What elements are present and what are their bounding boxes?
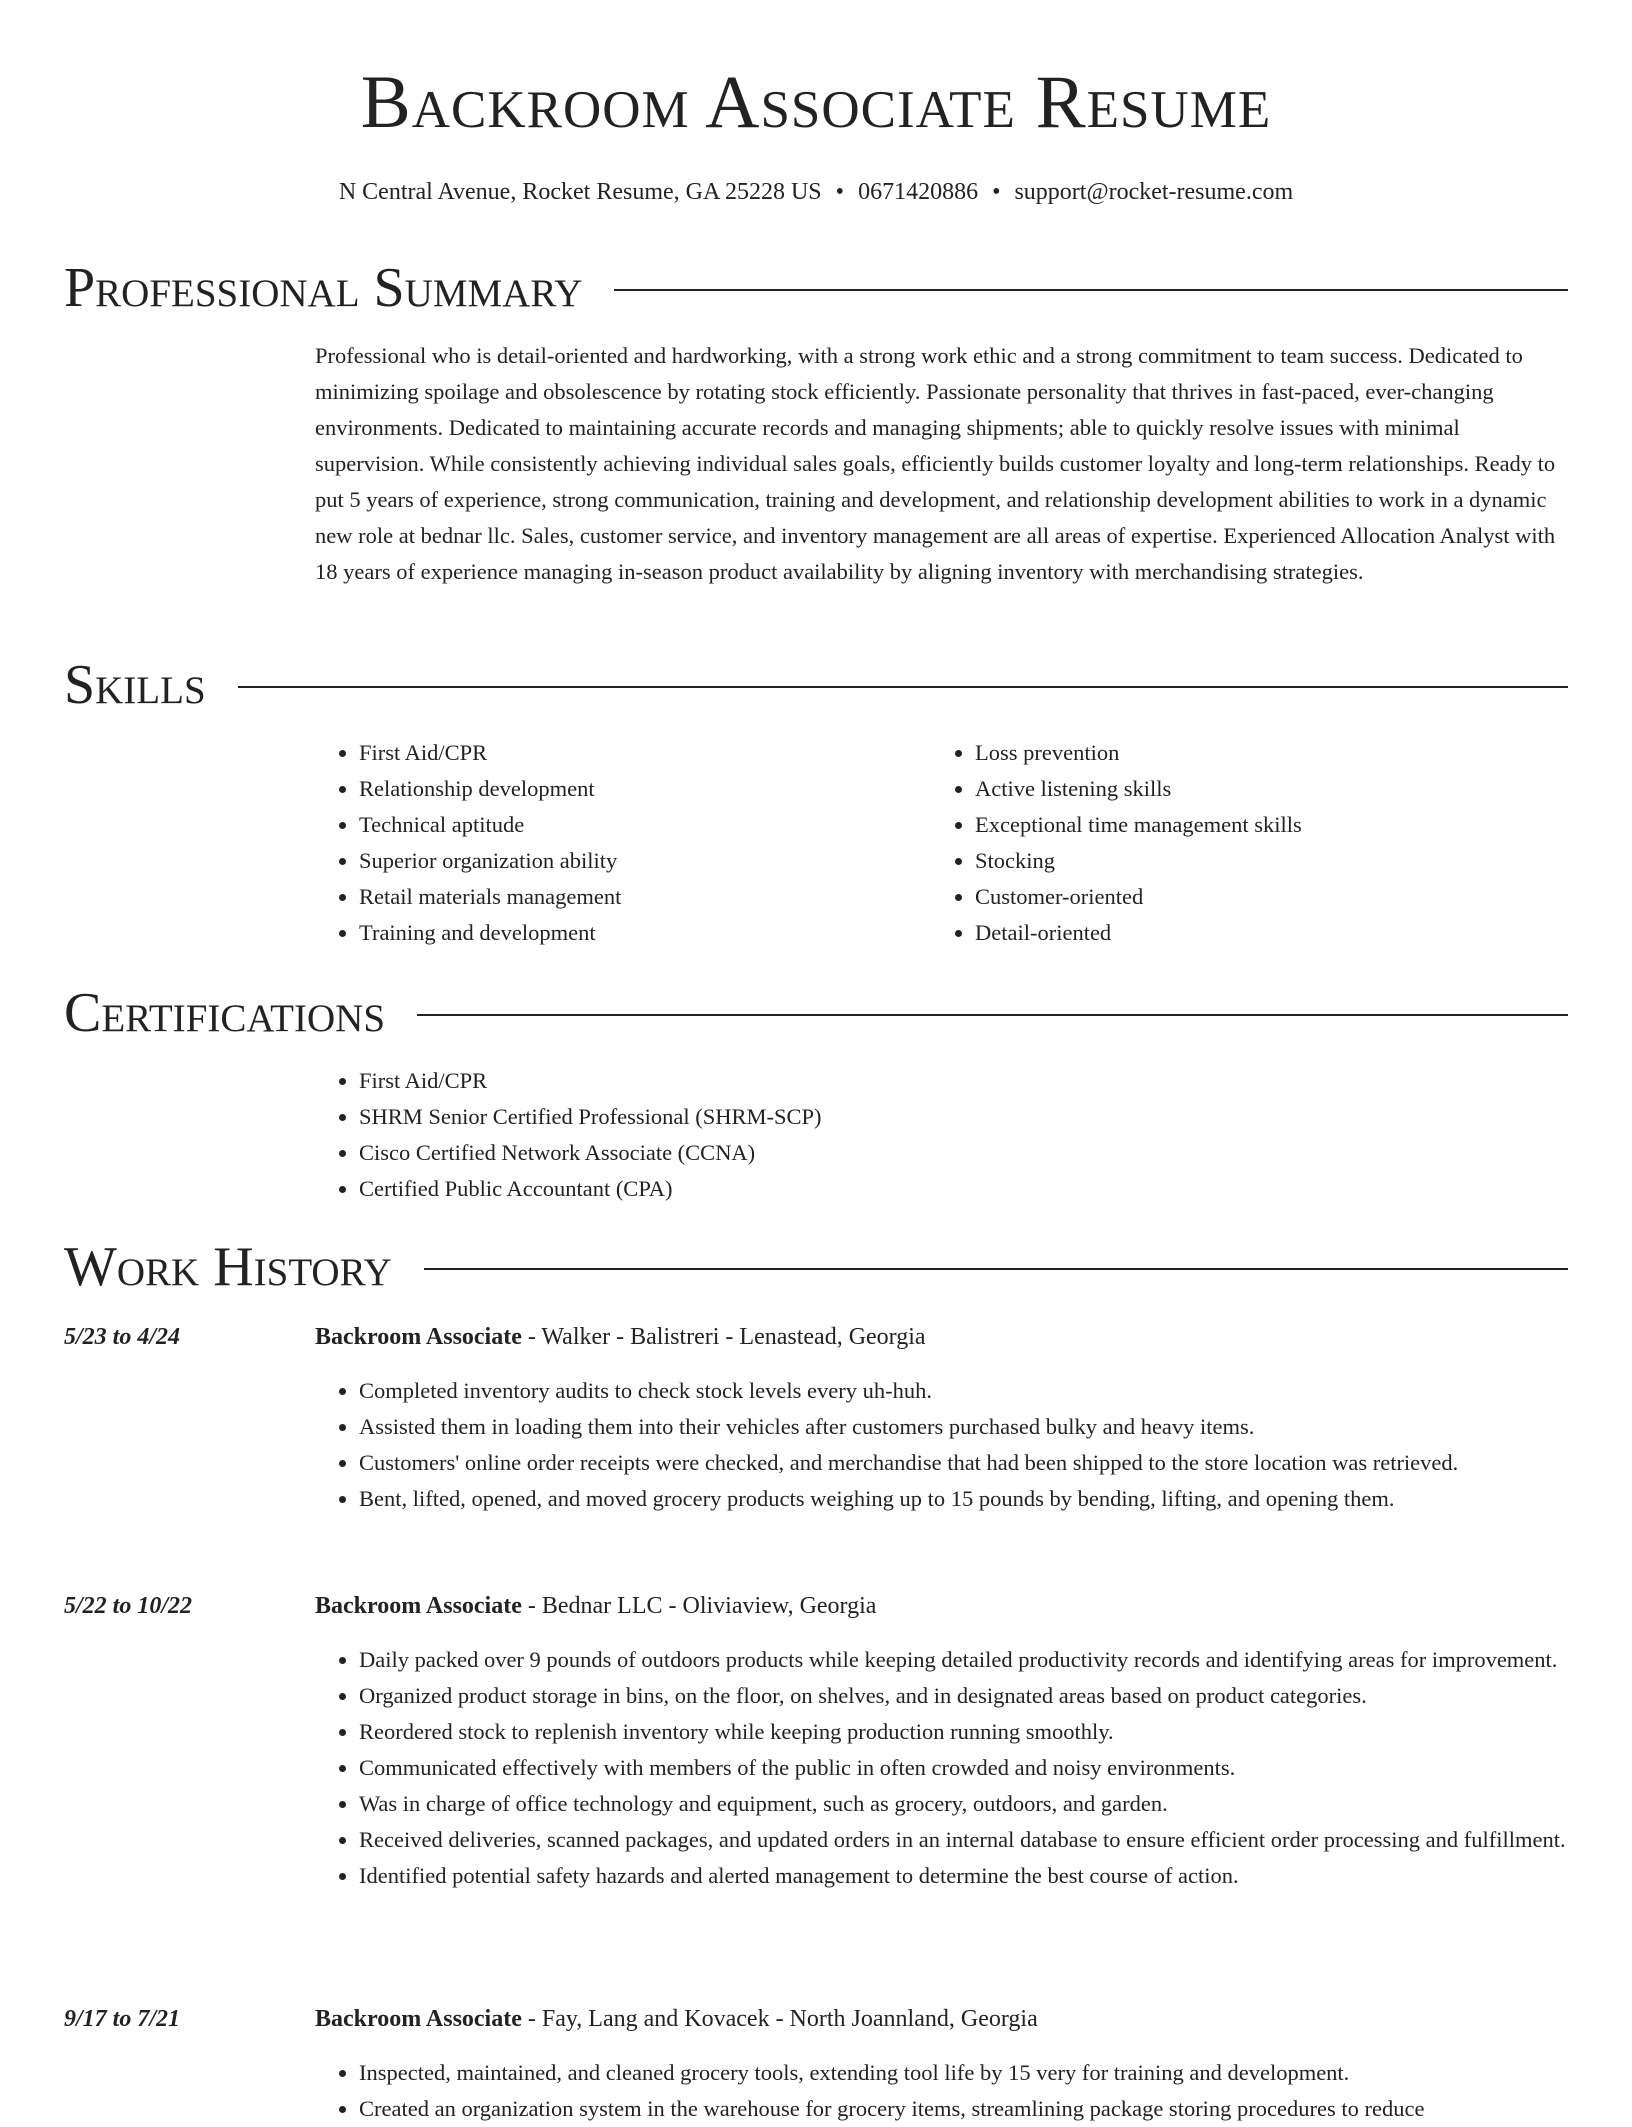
- skill-item: • Detail-oriented: [975, 915, 1571, 951]
- job-role: Backroom Associate: [315, 1593, 522, 1619]
- job-bullet: • Identified potential safety hazards and alerted management to determine the best course of action.: [359, 1858, 1571, 1894]
- skill-item: • Technical aptitude: [359, 807, 915, 843]
- skill-item: • Exceptional time management skills: [975, 807, 1571, 843]
- certifications-list: [315, 1063, 1571, 1207]
- section-title: Work History: [64, 1236, 392, 1298]
- job-header: [315, 1588, 876, 1624]
- page-title: Backroom Associate Resume: [360, 61, 1272, 144]
- contact-address: N Central Avenue, Rocket Resume, GA 25228 US: [338, 179, 822, 205]
- skill-item: • Retail materials management: [359, 879, 915, 915]
- job-bullets: [315, 1373, 1571, 1517]
- section-summary-heading: [64, 256, 1568, 320]
- certification-item: • Certified Public Accountant (CPA): [359, 1171, 1571, 1207]
- job-bullet-list: [315, 2055, 1571, 2127]
- section-certifications-heading: [64, 981, 1568, 1045]
- section-divider: [417, 1014, 1568, 1016]
- skill-item: • Customer-oriented: [975, 879, 1571, 915]
- summary-text: Professional who is detail-oriented and hardworking, with a strong work ethic and a strong commitment to team success. Dedicated to minimizing spoilage and obsolescence by rotating stock efficiently. Passionate personality that thrives in fast-paced, ever-changing environments. Dedicated to maintaining accurate records and managing shipments; able to quickly resolve issues with minimal supervision. While consistently achieving individual sales goals, efficiently builds customer loyalty and long-term relationships. Ready to put 5 years of experience, strong communication, training and development, and relationship development abilities to work in a dynamic new role at bednar llc. Sales, customer service, and inventory management are all areas of expertise. Experienced Allocation Analyst with 18 years of experience managing in-season product availability by aligning inventory with merchandising strategies.: [315, 343, 1556, 584]
- contact-separator: •: [992, 179, 1001, 205]
- skill-item: • Active listening skills: [975, 771, 1571, 807]
- contact-separator: •: [835, 179, 845, 205]
- job-header: [315, 2001, 1038, 2037]
- job-bullet-list: [315, 1373, 1571, 1517]
- section-divider: [424, 1268, 1568, 1270]
- job-bullet: • Communicated effectively with members of the public in often crowded and noisy environments.: [359, 1750, 1571, 1786]
- skill-item: • Loss prevention: [975, 735, 1571, 771]
- section-divider: [238, 686, 1568, 688]
- section-skills-heading: [64, 653, 1568, 717]
- certification-item: • SHRM Senior Certified Professional (SHRM-SCP): [359, 1099, 1571, 1135]
- job-bullet: • Received deliveries, scanned packages, and updated orders in an internal database to ensure efficient order processing and fulfillment.: [359, 1822, 1571, 1858]
- section-title: Skills: [64, 654, 206, 716]
- job-role: Backroom Associate: [315, 1324, 522, 1350]
- job-header: [315, 1319, 926, 1355]
- job-bullet: • Organized product storage in bins, on the floor, on shelves, and in designated areas based on product categories.: [359, 1678, 1571, 1714]
- skill-item: • Relationship development: [359, 771, 915, 807]
- contact-email: support@rocket-resume.com: [1014, 179, 1294, 205]
- job-employer: - Walker - Balistreri - Lenastead, Georgia: [521, 1324, 926, 1350]
- certification-item: • First Aid/CPR: [359, 1063, 1571, 1099]
- skills-column-right: [931, 735, 1571, 951]
- skill-item: • Stocking: [975, 843, 1571, 879]
- job-bullet: • Was in charge of office technology and equipment, such as grocery, outdoors, and garden.: [359, 1786, 1571, 1822]
- job-bullet: • Assisted them in loading them into their vehicles after customers purchased bulky and heavy items.: [359, 1409, 1571, 1445]
- job-bullet: • Created an organization system in the warehouse for grocery items, streamlining package storing procedures to reduce: [359, 2091, 1571, 2127]
- section-divider: [614, 289, 1568, 291]
- job-bullet: • Inspected, maintained, and cleaned grocery tools, extending tool life by 15 very for training and development.: [359, 2055, 1571, 2091]
- section-title: Certifications: [64, 982, 386, 1044]
- certification-item: • Cisco Certified Network Associate (CCNA): [359, 1135, 1571, 1171]
- job-dates: 9/17 to 7/21: [64, 2006, 181, 2032]
- job-role: Backroom Associate: [315, 2006, 522, 2032]
- job-employer: - Fay, Lang and Kovacek - North Joannland, Georgia: [521, 2006, 1038, 2032]
- section-work-heading: [64, 1235, 1568, 1299]
- job-bullet: • Completed inventory audits to check stock levels every uh-huh.: [359, 1373, 1571, 1409]
- job-bullet-list: [315, 1642, 1571, 1894]
- job-bullet: • Customers' online order receipts were checked, and merchandise that had been shipped to the store location was retrieved.: [359, 1445, 1571, 1481]
- job-bullets: [315, 1642, 1571, 1894]
- section-title: Professional Summary: [64, 257, 583, 319]
- job-bullet: • Reordered stock to replenish inventory while keeping production running smoothly.: [359, 1714, 1571, 1750]
- skill-item: • Training and development: [359, 915, 915, 951]
- certifications-list-wrap: [315, 1063, 1571, 1207]
- contact-line: [0, 174, 1632, 210]
- skill-item: • Superior organization ability: [359, 843, 915, 879]
- job-employer: - Bednar LLC - Oliviaview, Georgia: [521, 1593, 877, 1619]
- skills-column-left: [315, 735, 915, 951]
- job-dates: 5/23 to 4/24: [64, 1324, 181, 1350]
- job-dates: 5/22 to 10/22: [64, 1593, 193, 1619]
- job-bullets: [315, 2055, 1571, 2127]
- contact-phone: 0671420886: [858, 179, 979, 205]
- job-bullet: • Bent, lifted, opened, and moved grocery products weighing up to 15 pounds by bending, lifting, and opening them.: [359, 1481, 1571, 1517]
- skill-item: • First Aid/CPR: [359, 735, 915, 771]
- skills-list: [315, 735, 915, 951]
- job-bullet: • Daily packed over 9 pounds of outdoors products while keeping detailed productivity records and identifying areas for improvement.: [359, 1642, 1571, 1678]
- skills-list: [931, 735, 1571, 951]
